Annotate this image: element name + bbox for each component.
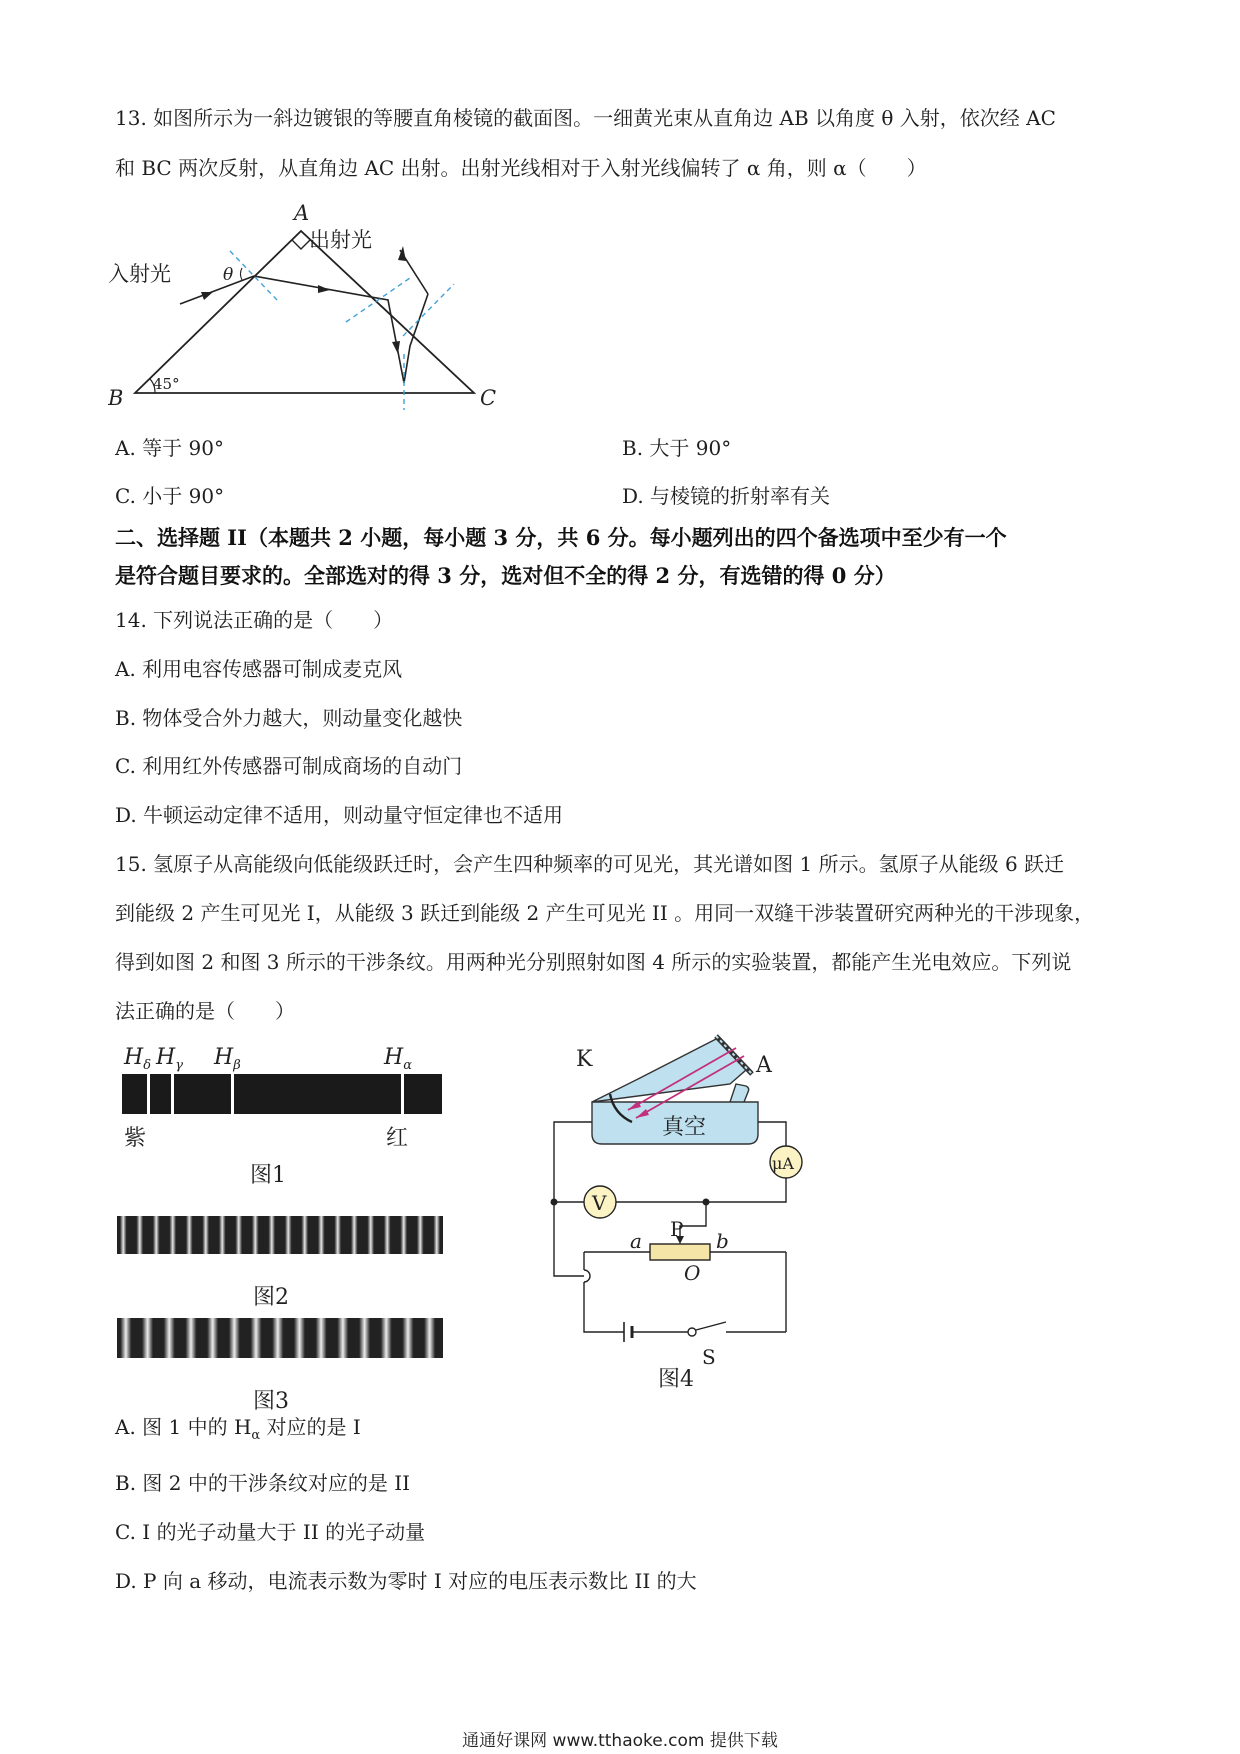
q15-stem-line3: 得到如图 2 和图 3 所示的干涉条纹。用两种光分别照射如图 4 所示的实验装置，都能产生光电效应。下列说 [115,950,1072,974]
h-gamma-label: H [156,1045,176,1070]
h-beta-label: H [214,1045,234,1070]
microammeter-label: μA [772,1154,794,1173]
q15-stem-line2: 到能级 2 产生可见光 I，从能级 3 跃迁到能级 2 产生可见光 II 。用同一双缝干涉装置研究两种光的干涉现象， [115,901,1095,925]
q15-stem-line1: 15. 氢原子从高能级向低能级跃迁时，会产生四种频率的可见光，其光谱如图 1 所示。氢原子从能级 6 跃迁 [115,852,1065,876]
q13-option-c: C. 小于 90° [115,484,225,508]
rheostat-a-label: a [630,1229,642,1253]
h-beta-sub: β [233,1058,241,1073]
vertex-a-label: A [294,201,310,225]
page-footer: 通通好课网 www.tthaoke.com 提供下载 [462,1731,778,1751]
q14-option-a: A. 利用电容传感器可制成麦克风 [115,657,403,681]
q15-option-a-post: 对应的是 I [260,1415,361,1439]
svg-text:Hγ [155,1045,183,1073]
fringe-figure-3 [115,1316,445,1416]
red-label: 红 [386,1126,409,1151]
vacuum-label: 真空 [662,1115,707,1140]
rheostat-b-label: b [716,1229,729,1253]
q13-stem-line1: 13. 如图所示为一斜边镀银的等腰直角棱镜的截面图。一细黄光束从直角边 AB 以角度 θ 入射，依次经 AC [115,106,1056,130]
q14-stem: 14. 下列说法正确的是（ ） [115,608,394,632]
h-delta-sub: δ [143,1058,152,1073]
svg-text:Hδ [123,1045,151,1073]
slider-p-label: P [670,1217,684,1241]
h-alpha-sub: α [403,1058,412,1073]
voltmeter-label: V [592,1191,607,1215]
violet-label: 紫 [124,1126,147,1151]
q14-option-c: C. 利用红外传感器可制成商场的自动门 [115,754,463,778]
prism-figure [108,196,528,418]
svg-text:Hβ [213,1045,241,1073]
q15-option-d: D. P 向 a 移动，电流表示数为零时 I 对应的电压表示数比 II 的大 [115,1569,697,1593]
cathode-k-label: K [576,1047,593,1072]
h-alpha-label: H [384,1045,404,1070]
vertex-c-label: C [480,386,497,410]
spectrum-figure-1 [110,1038,450,1188]
incident-light-label: 入射光 [108,262,171,286]
q14-option-d: D. 牛顿运动定律不适用，则动量守恒定律也不适用 [115,803,564,827]
svg-text:Hα [383,1045,412,1073]
section2-heading-line2: 是符合题目要求的。全部选对的得 3 分，选对但不全的得 2 分，有选错的得 0 分） [115,563,896,588]
q15-stem-line4: 法正确的是（ ） [115,999,295,1023]
h-delta-label: H [124,1045,144,1070]
vertex-b-label: B [108,386,124,410]
fig3-caption: 图3 [253,1389,289,1414]
section2-heading-line1: 二、选择题 II（本题共 2 小题，每小题 3 分，共 6 分。每小题列出的四个备选项中至少有一个 [115,525,1007,550]
theta-label: θ [223,265,234,285]
fig4-caption: 图4 [658,1367,694,1390]
q13-stem-line2: 和 BC 两次反射，从直角边 AC 出射。出射光线相对于入射光线偏转了 α 角，则 α（ ） [115,156,927,180]
q15-option-a-pre: A. 图 1 中的 H [115,1415,252,1439]
fig1-caption: 图1 [250,1163,286,1188]
q13-option-b: B. 大于 90° [622,436,732,460]
q15-option-b: B. 图 2 中的干涉条纹对应的是 II [115,1471,411,1495]
q13-option-a: A. 等于 90° [115,436,224,460]
h-gamma-sub: γ [175,1058,183,1073]
switch-s-label: S [702,1345,716,1369]
q15-option-a [115,1413,361,1450]
angle-45-label: 45° [153,375,180,393]
anode-a-label: A [756,1053,772,1078]
circuit-figure-4 [540,1030,820,1390]
fig2-caption: 图2 [253,1285,289,1310]
q13-option-d: D. 与棱镜的折射率有关 [622,484,831,508]
midpoint-o-label: O [684,1261,701,1285]
q14-option-b: B. 物体受合外力越大，则动量变化越快 [115,706,463,730]
outgoing-light-label: 出射光 [309,228,372,252]
q15-option-a-sub: α [251,1428,261,1443]
q15-option-c: C. I 的光子动量大于 II 的光子动量 [115,1520,426,1544]
fringe-figure-2 [115,1214,445,1310]
